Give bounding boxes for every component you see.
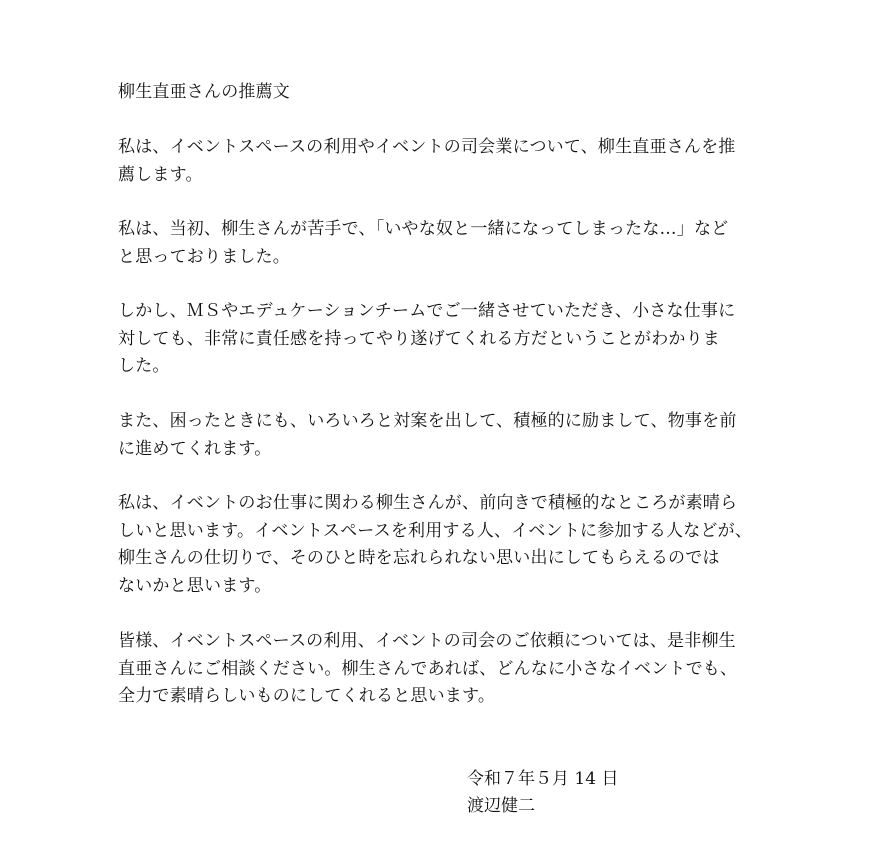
paragraph-working-together — [118, 298, 778, 381]
paragraph-line: 薦します。 — [118, 164, 203, 185]
paragraph-line: 私は、当初、柳生さんが苦手で、「いやな奴と一緒になってしまったな…」など — [118, 219, 729, 239]
paragraph-event-work — [118, 490, 778, 600]
paragraph-line: ないかと思います。 — [118, 575, 272, 596]
paragraph-closing-request — [118, 628, 778, 711]
paragraph-line: また、困ったときにも、いろいろと対案を出して、積極的に励まして、物事を前 — [118, 411, 737, 431]
paragraph-line: に進めてくれます。 — [118, 438, 272, 459]
paragraph-recommendation — [118, 134, 778, 189]
paragraph-line: 柳生さんの仕切りで、そのひと時を忘れられない思い出にしてもらえるのでは — [118, 548, 720, 568]
paragraph-line: と思っておりました。 — [118, 246, 290, 267]
paragraph-line: 私は、イベントスペースの利用やイベントの司会業について、柳生直亜さんを推 — [118, 137, 736, 157]
paragraph-first-impression — [118, 216, 778, 271]
paragraph-encouragement — [118, 408, 778, 463]
document-date: 令和７年５月 14 日 — [467, 769, 619, 789]
paragraph-line: 対しても、非常に責任感を持ってやり遂げてくれる方だということがわかりま — [118, 328, 720, 349]
paragraph-line: 皆様、イベントスペースの利用、イベントの司会のご依頼については、是非柳生 — [118, 631, 736, 651]
paragraph-line: 全力で素晴らしいものにしてくれると思います。 — [118, 686, 496, 706]
signer-name: 渡辺健二 — [467, 796, 535, 816]
paragraph-line: した。 — [118, 356, 170, 376]
paragraph-line: しいと思います。イベントスペースを利用する人、イベントに参加する人などが、 — [118, 520, 753, 541]
paragraph-line: 直亜さんにご相談ください。柳生さんであれば、どんなに小さなイベントでも、 — [118, 658, 738, 679]
paragraph-line: しかし、ＭＳやエデュケーションチームでご一緒させていただき、小さな仕事に — [118, 301, 736, 321]
paragraph-line: 私は、イベントのお仕事に関わる柳生さんが、前向きで積極的なところが素晴ら — [118, 493, 738, 513]
document-title: 柳生直亜さんの推薦文 — [118, 82, 290, 102]
